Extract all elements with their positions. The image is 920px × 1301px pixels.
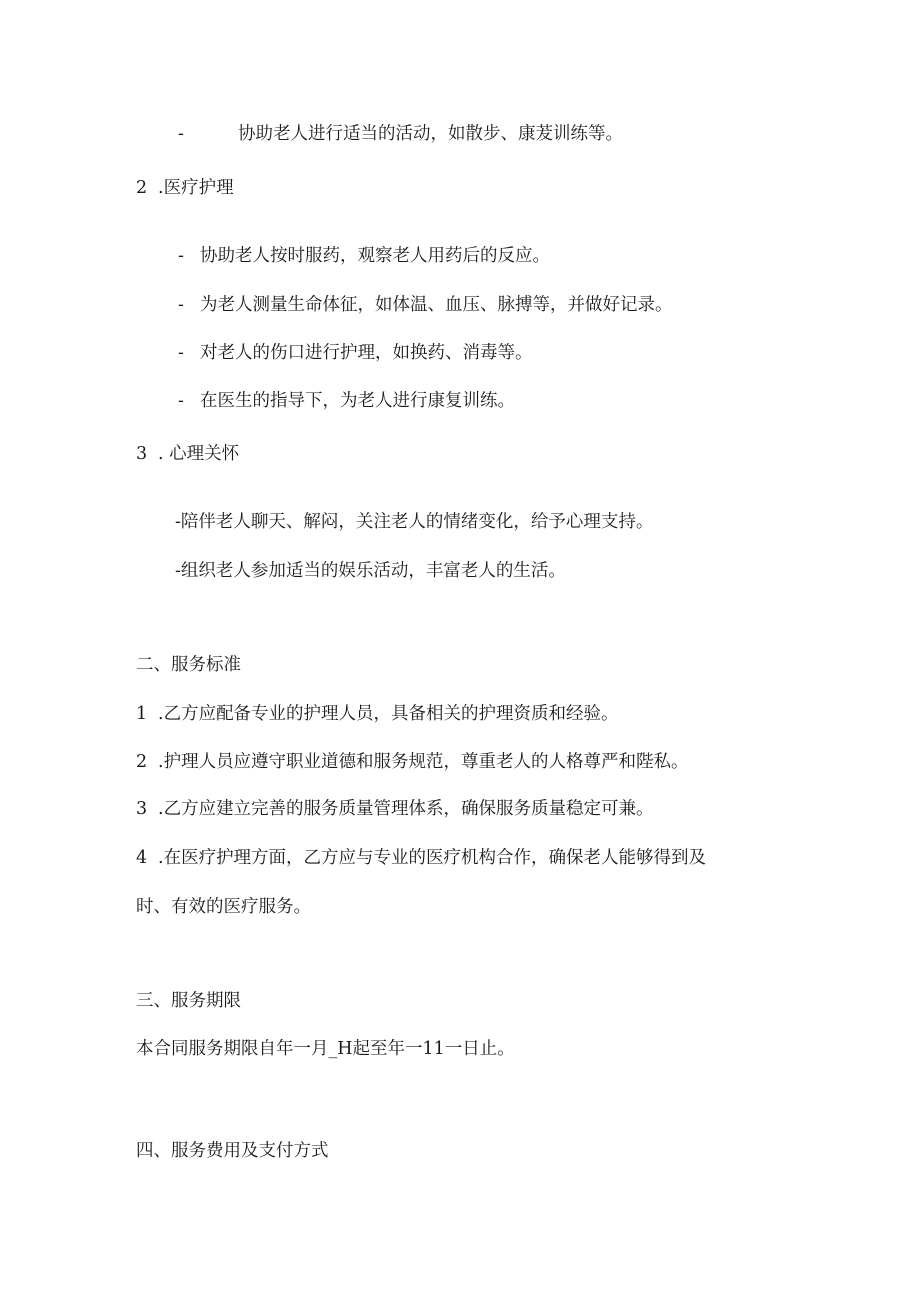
standard-item-4-continuation: 时、有效的医疗服务。 xyxy=(136,897,311,917)
standard-item-3 xyxy=(136,801,654,819)
item-number: 2 xyxy=(136,752,148,772)
list-dash: - xyxy=(178,246,184,266)
psych-item-2 xyxy=(175,563,566,581)
list-item-text: 在医生的指导下，为老人进行康复训练。 xyxy=(200,391,515,411)
item-text: .在医疗护理方面，乙方应与专业的医疗机构合作，确保老人能够得到及 xyxy=(158,848,707,868)
medical-care-heading xyxy=(136,180,234,198)
item-text: .乙方应建立完善的服务质量管理体系，确保服务质量稳定可兼。 xyxy=(158,799,654,819)
list-item-text: 协助老人按时服药，观察老人用药后的反应。 xyxy=(200,246,550,266)
item-text: .护理人员应遵守职业道德和服务规范，尊重老人的人格尊严和陛私。 xyxy=(158,752,689,772)
medical-item-4 xyxy=(178,393,515,411)
medical-item-2 xyxy=(178,297,673,315)
item-number: 2 xyxy=(136,178,148,198)
standard-item-1 xyxy=(136,706,619,724)
list-dash: - xyxy=(178,124,184,144)
item-number: 4 xyxy=(136,848,148,868)
item-title: .医疗护理 xyxy=(158,178,234,198)
medical-item-3 xyxy=(178,345,533,363)
section-heading-term: 三、服务期限 xyxy=(136,991,241,1011)
activity-item xyxy=(178,126,623,144)
item-title: . 心理关怀 xyxy=(158,444,240,464)
list-item-text: 为老人测量生命体征，如体温、血压、脉搏等，并做好记录。 xyxy=(200,295,673,315)
list-item-text: 对老人的伤口进行护理，如换药、消毒等。 xyxy=(200,343,533,363)
standard-item-4 xyxy=(136,850,706,868)
section-heading-fees: 四、服务费用及支付方式 xyxy=(136,1141,329,1161)
item-number: 3 xyxy=(136,444,148,464)
item-text: .乙方应配备专业的护理人员，具备相关的护理资质和经验。 xyxy=(158,704,619,724)
list-item-text: 协助老人进行适当的活动，如散步、康茇训练等。 xyxy=(238,124,623,144)
standard-item-2 xyxy=(136,754,689,772)
item-number: 1 xyxy=(136,704,148,724)
list-dash: - xyxy=(178,295,184,315)
term-body: 本合同服务期限自年一月_H起至年一11一日止。 xyxy=(136,1039,515,1059)
medical-item-1 xyxy=(178,248,550,266)
list-item-text: -陪伴老人聊天、解闷，关注老人的情绪变化，给予心理支持。 xyxy=(175,512,654,532)
item-number: 3 xyxy=(136,799,148,819)
list-item-text: -组织老人参加适当的娱乐活动，丰富老人的生活。 xyxy=(175,561,566,581)
section-heading-standards: 二、服务标准 xyxy=(136,655,241,675)
list-dash: - xyxy=(178,343,184,363)
psych-item-1 xyxy=(175,514,653,532)
psych-care-heading xyxy=(136,446,239,464)
list-dash: - xyxy=(178,391,184,411)
